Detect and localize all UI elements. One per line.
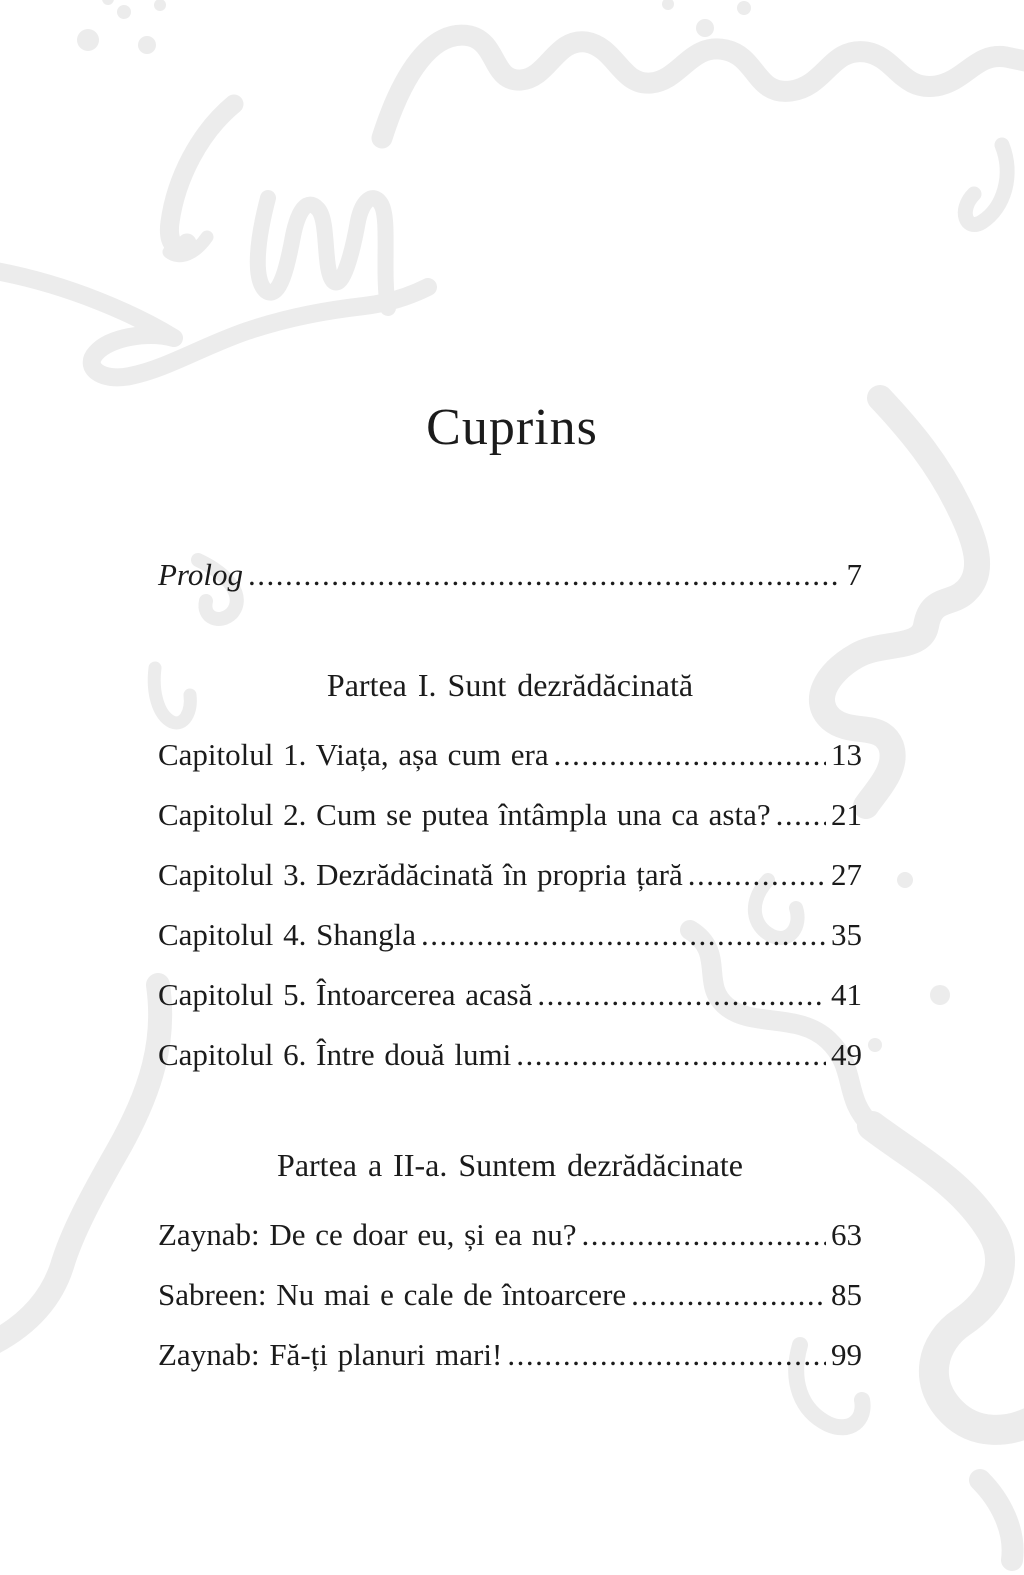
toc-entry-chapter-4 [158, 905, 862, 965]
toc-entry-page-number: 99 [831, 1337, 862, 1372]
toc-part-label: Partea I. Sunt dezrădăcinată [326, 667, 694, 703]
toc-entry-page-number: 63 [831, 1217, 862, 1252]
dot-leader [416, 905, 826, 965]
toc-entry-zaynab-2 [158, 1325, 862, 1385]
toc-entry-page-number: 49 [831, 1037, 862, 1072]
dot-leader [502, 1325, 826, 1385]
toc-entry-prolog [158, 545, 862, 605]
toc-entry-chapter-2 [158, 785, 862, 845]
dot-leader [549, 725, 826, 785]
table-of-contents [158, 545, 862, 1385]
toc-entry-page-number: 13 [831, 737, 862, 772]
dot-leader [771, 785, 826, 845]
toc-entry-label: Capitolul 5. Întoarcerea acasă [158, 977, 533, 1012]
toc-entry-page-number: 7 [846, 557, 862, 592]
dot-leader [683, 845, 826, 905]
dot-leader [243, 545, 842, 605]
toc-entry-chapter-3 [158, 845, 862, 905]
toc-entry-page-number: 85 [831, 1277, 862, 1312]
toc-entry-chapter-1 [158, 725, 862, 785]
dot-leader [577, 1205, 826, 1265]
toc-entry-label: Sabreen: Nu mai e cale de întoarcere [158, 1277, 627, 1312]
toc-entry-label: Capitolul 4. Shangla [158, 917, 417, 952]
toc-entry-zaynab-1 [158, 1205, 862, 1265]
toc-entry-label: Zaynab: Fă-ți planuri mari! [158, 1337, 503, 1372]
dot-leader [532, 965, 826, 1025]
toc-entry-page-number: 35 [831, 917, 862, 952]
toc-entry-label: Zaynab: De ce doar eu, și ea nu? [158, 1217, 577, 1252]
toc-entry-label: Capitolul 6. Între două lumi [158, 1037, 512, 1072]
toc-entry-label: Capitolul 2. Cum se putea întâmpla una ca asta? [158, 797, 771, 832]
toc-part-label: Partea a II-a. Suntem dezrădăcinate [277, 1147, 743, 1183]
dot-leader [626, 1265, 826, 1325]
toc-entry-label: Capitolul 1. Viața, așa cum era [158, 737, 549, 772]
toc-entry-page-number: 21 [831, 797, 862, 832]
toc-entry-page-number: 41 [831, 977, 862, 1012]
toc-part-heading-2 [158, 1135, 862, 1195]
toc-entry-label: Capitolul 3. Dezrădăcinată în propria țară [158, 857, 683, 892]
toc-part-heading-1 [158, 655, 862, 715]
toc-entry-page-number: 27 [831, 857, 862, 892]
page-title: Cuprins [426, 399, 598, 456]
dot-leader [511, 1025, 826, 1085]
toc-entry-chapter-6 [158, 1025, 862, 1085]
toc-entry-sabreen [158, 1265, 862, 1325]
toc-entry-label: Prolog [158, 557, 243, 592]
toc-entry-chapter-5 [158, 965, 862, 1025]
